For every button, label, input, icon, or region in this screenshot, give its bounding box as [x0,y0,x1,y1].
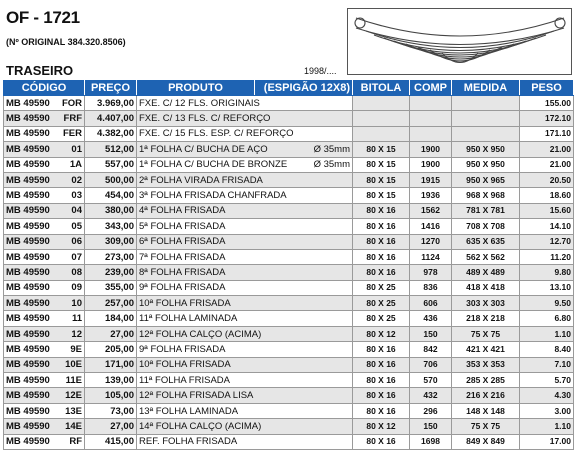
price-cell: 355,00 [85,280,137,295]
comp-cell: 706 [410,357,452,372]
code-suffix: 09 [71,282,82,294]
table-row [4,219,574,234]
product-cell [137,142,353,157]
product-name: 1ª FOLHA C/ BUCHA DE BRONZE [139,159,288,171]
code-cell [4,142,85,157]
code-number: MB 49590 [6,282,50,294]
bitola-cell: 80 X 25 [353,280,410,295]
product-name: 8ª FOLHA FRISADA [139,266,226,278]
table-header-row [4,81,574,96]
code-suffix: 01 [71,143,82,155]
bitola-cell [353,111,410,126]
comp-cell: 570 [410,373,452,388]
code-suffix: 02 [71,174,82,186]
code-cell [4,434,85,449]
code-suffix: 03 [71,190,82,202]
diameter: Ø 35mm [313,159,350,171]
comp-cell [410,126,452,141]
code-cell [4,388,85,403]
code-cell [4,265,85,280]
product-name: 10ª FOLHA FRISADA [139,297,231,309]
code-number: MB 49590 [6,205,50,217]
bitola-cell: 80 X 16 [353,234,410,249]
medida-cell: 303 X 303 [452,296,520,311]
bitola-cell [353,126,410,141]
code-number: MB 49590 [6,251,50,263]
product-name: 12ª FOLHA CALÇO (ACIMA) [139,328,262,340]
code-suffix: 08 [71,266,82,278]
medida-cell: 148 X 148 [452,403,520,418]
code-number: MB 49590 [6,328,50,340]
product-name: 3ª FOLHA FRISADA CHANFRADA [139,190,287,202]
code-number: MB 49590 [6,420,50,432]
col-header-bitola: BITOLA [353,81,410,96]
code-number: MB 49590 [6,436,50,448]
product-cell [137,296,353,311]
peso-cell: 17.00 [520,434,574,449]
peso-cell: 14.10 [520,219,574,234]
code-cell [4,373,85,388]
comp-cell: 1936 [410,188,452,203]
product-name: REF. FOLHA FRISADA [139,436,238,448]
product-name: 4ª FOLHA FRISADA [139,205,226,217]
bitola-cell: 80 X 16 [353,373,410,388]
code-suffix: 14E [65,420,82,432]
medida-cell: 216 X 216 [452,388,520,403]
code-cell [4,419,85,434]
peso-cell: 6.80 [520,311,574,326]
product-cell [137,219,353,234]
price-cell: 343,00 [85,219,137,234]
product-name: 2ª FOLHA VIRADA FRISADA [139,174,263,186]
peso-cell: 13.10 [520,280,574,295]
bitola-cell: 80 X 12 [353,419,410,434]
sheet-header [0,0,576,80]
medida-cell: 849 X 849 [452,434,520,449]
price-cell: 27,00 [85,326,137,341]
bitola-cell: 80 X 16 [353,265,410,280]
code-cell [4,403,85,418]
price-cell: 273,00 [85,249,137,264]
product-name: FXE. C/ 13 FLS. C/ REFORÇO [139,113,271,125]
code-suffix: FER [63,128,82,140]
peso-cell: 18.60 [520,188,574,203]
price-cell: 184,00 [85,311,137,326]
code-cell [4,296,85,311]
bitola-cell: 80 X 16 [353,357,410,372]
medida-cell: 950 X 950 [452,142,520,157]
code-cell [4,111,85,126]
table-row [4,234,574,249]
medida-cell: 285 X 285 [452,373,520,388]
table-body [4,96,574,450]
code-suffix: 07 [71,251,82,263]
price-cell: 500,00 [85,172,137,187]
comp-cell: 150 [410,326,452,341]
medida-cell: 418 X 418 [452,280,520,295]
comp-cell: 1416 [410,219,452,234]
code-number: MB 49590 [6,128,50,140]
code-number: MB 49590 [6,313,50,325]
code-number: MB 49590 [6,190,50,202]
product-cell [137,96,353,111]
bitola-cell: 80 X 12 [353,326,410,341]
peso-cell: 1.10 [520,326,574,341]
table-row [4,265,574,280]
product-cell [137,403,353,418]
medida-cell [452,96,520,111]
table-row [4,357,574,372]
price-cell: 380,00 [85,203,137,218]
price-cell: 4.407,00 [85,111,137,126]
code-number: MB 49590 [6,390,50,402]
comp-cell: 1124 [410,249,452,264]
price-cell: 454,00 [85,188,137,203]
code-suffix: 9E [70,343,82,355]
table-row [4,172,574,187]
code-suffix: 10E [65,359,82,371]
product-name: 12ª FOLHA FRISADA LISA [139,390,254,402]
medida-cell: 562 X 562 [452,249,520,264]
product-cell [137,234,353,249]
medida-cell: 75 X 75 [452,419,520,434]
table-row [4,142,574,157]
product-name: 9ª FOLHA FRISADA [139,282,226,294]
medida-cell [452,126,520,141]
table-row [4,311,574,326]
product-cell [137,311,353,326]
product-cell [137,265,353,280]
leaf-spring-image [347,8,572,75]
table-row [4,96,574,111]
peso-cell: 155.00 [520,96,574,111]
product-cell [137,326,353,341]
table-row [4,249,574,264]
product-cell [137,188,353,203]
product-cell [137,388,353,403]
peso-cell: 7.10 [520,357,574,372]
table-row [4,296,574,311]
leaf-spring-icon [348,9,571,74]
product-cell [137,419,353,434]
price-cell: 415,00 [85,434,137,449]
code-number: MB 49590 [6,297,50,309]
comp-cell: 1900 [410,142,452,157]
section-title: TRASEIRO [6,63,74,78]
code-suffix: 12E [65,390,82,402]
product-cell [137,126,353,141]
peso-cell: 20.50 [520,172,574,187]
code-cell [4,326,85,341]
bitola-cell: 80 X 16 [353,219,410,234]
price-cell: 27,00 [85,419,137,434]
product-name: 10ª FOLHA FRISADA [139,359,231,371]
product-name: 11ª FOLHA LAMINADA [139,313,238,325]
code-suffix: FRF [63,113,82,125]
page-title: OF - 1721 [6,8,80,27]
code-cell [4,342,85,357]
code-suffix: 04 [71,205,82,217]
product-name: 1ª FOLHA C/ BUCHA DE AÇO [139,143,268,155]
col-header-espigao: (ESPIGÃO 12X8) [255,81,353,96]
product-cell [137,434,353,449]
comp-cell [410,111,452,126]
peso-cell: 5.70 [520,373,574,388]
product-name: 6ª FOLHA FRISADA [139,236,226,248]
code-cell [4,249,85,264]
price-cell: 309,00 [85,234,137,249]
code-suffix: 1A [69,159,82,171]
price-cell: 257,00 [85,296,137,311]
bitola-cell [353,96,410,111]
price-cell: 105,00 [85,388,137,403]
product-name: FXE. C/ 15 FLS. ESP. C/ REFORÇO [139,128,294,140]
table-row [4,388,574,403]
comp-cell: 1562 [410,203,452,218]
bitola-cell: 80 X 15 [353,172,410,187]
table-row [4,342,574,357]
bitola-cell: 80 X 15 [353,157,410,172]
medida-cell: 489 X 489 [452,265,520,280]
product-name: 14ª FOLHA CALÇO (ACIMA) [139,420,262,432]
table-row [4,203,574,218]
product-cell [137,373,353,388]
code-number: MB 49590 [6,113,50,125]
code-number: MB 49590 [6,374,50,386]
comp-cell: 1900 [410,157,452,172]
table-row [4,403,574,418]
peso-cell: 9.80 [520,265,574,280]
peso-cell: 171.10 [520,126,574,141]
product-cell [137,203,353,218]
peso-cell: 9.50 [520,296,574,311]
code-cell [4,219,85,234]
code-suffix: 11E [65,374,82,386]
col-header-produto: PRODUTO [137,81,255,96]
comp-cell [410,96,452,111]
bitola-cell: 80 X 16 [353,203,410,218]
product-name: 9ª FOLHA FRISADA [139,343,226,355]
code-cell [4,234,85,249]
code-cell [4,157,85,172]
code-number: MB 49590 [6,174,50,186]
price-cell: 512,00 [85,142,137,157]
price-cell: 139,00 [85,373,137,388]
price-cell: 171,00 [85,357,137,372]
comp-cell: 836 [410,280,452,295]
diameter: Ø 35mm [313,143,350,155]
code-cell [4,203,85,218]
table-row [4,280,574,295]
product-name: 5ª FOLHA FRISADA [139,220,226,232]
code-number: MB 49590 [6,359,50,371]
product-name: 11ª FOLHA FRISADA [139,374,230,386]
product-name: 7ª FOLHA FRISADA [139,251,226,263]
col-header-medida: MEDIDA [452,81,520,96]
code-suffix: 12 [71,328,82,340]
product-name: FXE. C/ 12 FLS. ORIGINAIS [139,97,260,109]
code-cell [4,96,85,111]
bitola-cell: 80 X 25 [353,296,410,311]
code-suffix: FOR [61,97,82,109]
peso-cell: 12.70 [520,234,574,249]
code-number: MB 49590 [6,220,50,232]
medida-cell: 218 X 218 [452,311,520,326]
peso-cell: 3.00 [520,403,574,418]
bitola-cell: 80 X 25 [353,311,410,326]
medida-cell: 353 X 353 [452,357,520,372]
medida-cell: 421 X 421 [452,342,520,357]
peso-cell: 21.00 [520,157,574,172]
comp-cell: 1270 [410,234,452,249]
peso-cell: 8.40 [520,342,574,357]
comp-cell: 150 [410,419,452,434]
comp-cell: 1698 [410,434,452,449]
peso-cell: 11.20 [520,249,574,264]
comp-cell: 606 [410,296,452,311]
col-header-codigo: CÓDIGO [4,81,85,96]
comp-cell: 432 [410,388,452,403]
peso-cell: 172.10 [520,111,574,126]
code-suffix: 06 [71,236,82,248]
comp-cell: 842 [410,342,452,357]
product-cell [137,342,353,357]
code-suffix: 13E [65,405,82,417]
table-row [4,157,574,172]
price-cell: 3.969,00 [85,96,137,111]
code-cell [4,280,85,295]
product-cell [137,172,353,187]
product-cell [137,157,353,172]
code-number: MB 49590 [6,159,50,171]
table-row [4,126,574,141]
table-row [4,188,574,203]
bitola-cell: 80 X 16 [353,434,410,449]
year-range: 1998/.... [304,66,337,76]
price-cell: 73,00 [85,403,137,418]
col-header-preco: PREÇO [85,81,137,96]
code-number: MB 49590 [6,343,50,355]
col-header-peso: PESO [520,81,574,96]
bitola-cell: 80 X 16 [353,388,410,403]
code-cell [4,126,85,141]
medida-cell: 635 X 635 [452,234,520,249]
peso-cell: 15.60 [520,203,574,218]
bitola-cell: 80 X 16 [353,403,410,418]
code-cell [4,188,85,203]
comp-cell: 296 [410,403,452,418]
table-row [4,434,574,449]
table-row [4,111,574,126]
price-cell: 557,00 [85,157,137,172]
product-cell [137,357,353,372]
code-number: MB 49590 [6,97,50,109]
code-number: MB 49590 [6,266,50,278]
medida-cell: 950 X 950 [452,157,520,172]
product-name: 13ª FOLHA LAMINADA [139,405,239,417]
code-number: MB 49590 [6,405,50,417]
product-cell [137,249,353,264]
table-row [4,373,574,388]
product-cell [137,280,353,295]
medida-cell: 968 X 968 [452,188,520,203]
medida-cell: 781 X 781 [452,203,520,218]
code-suffix: RF [69,436,82,448]
peso-cell: 1.10 [520,419,574,434]
medida-cell: 75 X 75 [452,326,520,341]
bitola-cell: 80 X 15 [353,142,410,157]
code-cell [4,357,85,372]
peso-cell: 21.00 [520,142,574,157]
comp-cell: 436 [410,311,452,326]
code-suffix: 10 [71,297,82,309]
medida-cell [452,111,520,126]
table-row [4,419,574,434]
bitola-cell: 80 X 15 [353,188,410,203]
medida-cell: 950 X 965 [452,172,520,187]
code-number: MB 49590 [6,143,50,155]
col-header-comp: COMP [410,81,452,96]
code-number: MB 49590 [6,236,50,248]
product-cell [137,111,353,126]
medida-cell: 708 X 708 [452,219,520,234]
price-cell: 205,00 [85,342,137,357]
bitola-cell: 80 X 16 [353,342,410,357]
price-cell: 239,00 [85,265,137,280]
parts-table [3,80,574,450]
table-row [4,326,574,341]
bitola-cell: 80 X 16 [353,249,410,264]
comp-cell: 978 [410,265,452,280]
code-cell [4,172,85,187]
price-cell: 4.382,00 [85,126,137,141]
code-cell [4,311,85,326]
comp-cell: 1915 [410,172,452,187]
original-number: (Nº ORIGINAL 384.320.8506) [6,37,126,47]
peso-cell: 4.30 [520,388,574,403]
code-suffix: 11 [71,313,82,325]
code-suffix: 05 [71,220,82,232]
